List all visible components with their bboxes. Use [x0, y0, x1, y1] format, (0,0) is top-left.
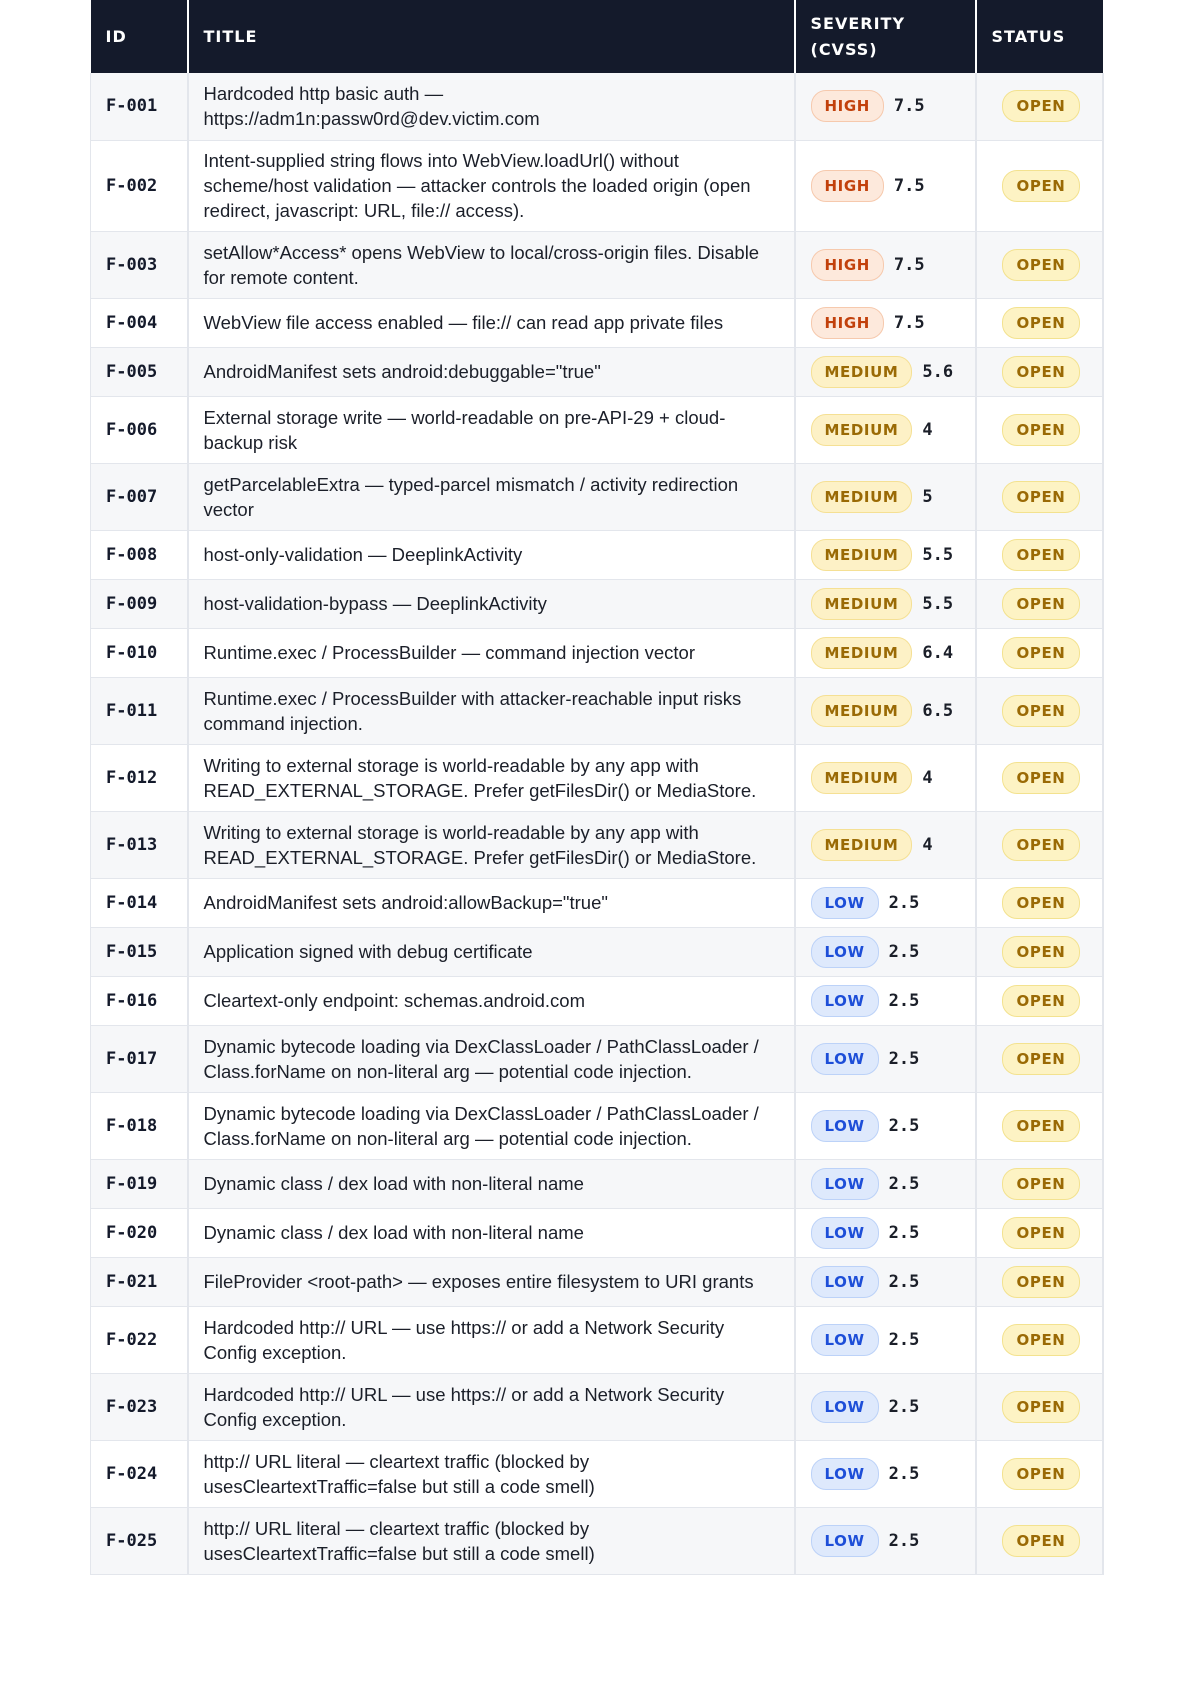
- table-row: [91, 73, 1103, 140]
- finding-status: [976, 73, 1103, 140]
- finding-id: F-002: [91, 140, 188, 231]
- severity-badge: MEDIUM: [811, 539, 913, 571]
- table-row: [91, 1440, 1103, 1507]
- status-badge: OPEN: [1002, 637, 1081, 669]
- severity-badge: MEDIUM: [811, 762, 913, 794]
- cvss-score: 7.5: [893, 312, 925, 333]
- status-badge: OPEN: [1002, 170, 1081, 202]
- column-header-title: TITLE: [188, 0, 795, 73]
- table-row: [91, 744, 1103, 811]
- cvss-score: 4: [922, 419, 933, 440]
- table-row: [91, 1373, 1103, 1440]
- finding-status: [976, 530, 1103, 579]
- finding-title: Runtime.exec / ProcessBuilder — command injection vector: [188, 628, 795, 677]
- finding-status: [976, 579, 1103, 628]
- severity-badge: HIGH: [811, 249, 884, 281]
- finding-id: F-010: [91, 628, 188, 677]
- finding-id: F-025: [91, 1507, 188, 1574]
- finding-status: [976, 878, 1103, 927]
- finding-status: [976, 628, 1103, 677]
- severity-badge: MEDIUM: [811, 829, 913, 861]
- cvss-score: 2.5: [888, 1271, 920, 1292]
- table-row: [91, 579, 1103, 628]
- table-row: [91, 628, 1103, 677]
- cvss-score: 5.6: [922, 361, 954, 382]
- finding-severity: [795, 976, 976, 1025]
- finding-id: F-004: [91, 298, 188, 347]
- severity-badge: MEDIUM: [811, 481, 913, 513]
- finding-id: F-007: [91, 463, 188, 530]
- finding-title: Runtime.exec / ProcessBuilder with attacker-reachable input risks command injection.: [188, 677, 795, 744]
- finding-status: [976, 347, 1103, 396]
- finding-status: [976, 396, 1103, 463]
- finding-severity: [795, 1092, 976, 1159]
- cvss-score: 2.5: [888, 1530, 920, 1551]
- finding-status: [976, 140, 1103, 231]
- severity-badge: LOW: [811, 1458, 879, 1490]
- status-badge: OPEN: [1002, 1525, 1081, 1557]
- finding-title: Application signed with debug certificate: [188, 927, 795, 976]
- finding-severity: [795, 1440, 976, 1507]
- finding-severity: [795, 1373, 976, 1440]
- finding-id: F-019: [91, 1159, 188, 1208]
- table-row: [91, 878, 1103, 927]
- finding-status: [976, 231, 1103, 298]
- status-badge: OPEN: [1002, 695, 1081, 727]
- finding-severity: [795, 579, 976, 628]
- finding-severity: [795, 396, 976, 463]
- cvss-score: 2.5: [888, 1222, 920, 1243]
- cvss-score: 2.5: [888, 1115, 920, 1136]
- table-row: [91, 1507, 1103, 1574]
- status-badge: OPEN: [1002, 90, 1081, 122]
- table-row: [91, 1092, 1103, 1159]
- severity-badge: LOW: [811, 1217, 879, 1249]
- status-badge: OPEN: [1002, 829, 1081, 861]
- severity-badge: HIGH: [811, 170, 884, 202]
- finding-id: F-013: [91, 811, 188, 878]
- finding-status: [976, 1306, 1103, 1373]
- table-header: [91, 0, 1103, 73]
- finding-title: Dynamic bytecode loading via DexClassLoader / PathClassLoader / Class.forName on non-literal arg — potential code injection.: [188, 1092, 795, 1159]
- status-badge: OPEN: [1002, 1110, 1081, 1142]
- finding-title: AndroidManifest sets android:allowBackup="true": [188, 878, 795, 927]
- finding-id: F-016: [91, 976, 188, 1025]
- finding-status: [976, 1257, 1103, 1306]
- cvss-score: 7.5: [893, 254, 925, 275]
- table-body: [91, 73, 1103, 1574]
- status-badge: OPEN: [1002, 762, 1081, 794]
- finding-title: Hardcoded http:// URL — use https:// or add a Network Security Config exception.: [188, 1306, 795, 1373]
- severity-badge: MEDIUM: [811, 588, 913, 620]
- finding-id: F-020: [91, 1208, 188, 1257]
- finding-id: F-005: [91, 347, 188, 396]
- status-badge: OPEN: [1002, 1168, 1081, 1200]
- severity-badge: MEDIUM: [811, 695, 913, 727]
- finding-severity: [795, 744, 976, 811]
- table-row: [91, 1159, 1103, 1208]
- finding-severity: [795, 140, 976, 231]
- cvss-score: 7.5: [893, 96, 925, 117]
- finding-title: http:// URL literal — cleartext traffic (blocked by usesCleartextTraffic=false but still a code smell): [188, 1440, 795, 1507]
- status-badge: OPEN: [1002, 1266, 1081, 1298]
- severity-badge: LOW: [811, 1110, 879, 1142]
- status-badge: OPEN: [1002, 887, 1081, 919]
- finding-severity: [795, 73, 976, 140]
- finding-status: [976, 463, 1103, 530]
- severity-badge: LOW: [811, 1168, 879, 1200]
- finding-severity: [795, 677, 976, 744]
- cvss-score: 5.5: [922, 544, 954, 565]
- finding-severity: [795, 1507, 976, 1574]
- finding-severity: [795, 1025, 976, 1092]
- finding-title: Cleartext-only endpoint: schemas.android.com: [188, 976, 795, 1025]
- table-row: [91, 811, 1103, 878]
- cvss-score: 7.5: [893, 175, 925, 196]
- finding-title: http:// URL literal — cleartext traffic (blocked by usesCleartextTraffic=false but still a code smell): [188, 1507, 795, 1574]
- finding-title: Intent-supplied string flows into WebView.loadUrl() without scheme/host validation — attacker controls the loaded origin (open redirect, javascript: URL, file:// access).: [188, 140, 795, 231]
- finding-id: F-001: [91, 73, 188, 140]
- finding-status: [976, 811, 1103, 878]
- finding-severity: [795, 878, 976, 927]
- finding-title: Dynamic bytecode loading via DexClassLoader / PathClassLoader / Class.forName on non-literal arg — potential code injection.: [188, 1025, 795, 1092]
- finding-severity: [795, 1306, 976, 1373]
- finding-status: [976, 1440, 1103, 1507]
- finding-id: F-012: [91, 744, 188, 811]
- finding-severity: [795, 811, 976, 878]
- table-row: [91, 927, 1103, 976]
- finding-id: F-014: [91, 878, 188, 927]
- finding-status: [976, 298, 1103, 347]
- finding-title: Hardcoded http:// URL — use https:// or add a Network Security Config exception.: [188, 1373, 795, 1440]
- finding-severity: [795, 628, 976, 677]
- finding-status: [976, 1507, 1103, 1574]
- table-row: [91, 1025, 1103, 1092]
- table-row: [91, 396, 1103, 463]
- finding-title: Writing to external storage is world-readable by any app with READ_EXTERNAL_STORAGE. Prefer getFilesDir() or MediaStore.: [188, 811, 795, 878]
- cvss-score: 2.5: [888, 892, 920, 913]
- status-badge: OPEN: [1002, 1458, 1081, 1490]
- severity-badge: LOW: [811, 1324, 879, 1356]
- severity-badge: LOW: [811, 936, 879, 968]
- severity-badge: HIGH: [811, 90, 884, 122]
- severity-badge: MEDIUM: [811, 356, 913, 388]
- finding-id: F-021: [91, 1257, 188, 1306]
- severity-badge: MEDIUM: [811, 414, 913, 446]
- finding-status: [976, 1025, 1103, 1092]
- finding-title: Dynamic class / dex load with non-literal name: [188, 1208, 795, 1257]
- severity-badge: LOW: [811, 1525, 879, 1557]
- status-badge: OPEN: [1002, 249, 1081, 281]
- severity-badge: LOW: [811, 1391, 879, 1423]
- finding-title: setAllow*Access* opens WebView to local/cross-origin files. Disable for remote content.: [188, 231, 795, 298]
- finding-title: FileProvider <root-path> — exposes entire filesystem to URI grants: [188, 1257, 795, 1306]
- status-badge: OPEN: [1002, 356, 1081, 388]
- finding-title: Hardcoded http basic auth — https://adm1n:passw0rd@dev.victim.com: [188, 73, 795, 140]
- cvss-score: 6.4: [922, 642, 954, 663]
- finding-status: [976, 1373, 1103, 1440]
- finding-severity: [795, 530, 976, 579]
- findings-table: [90, 0, 1104, 1575]
- severity-badge: LOW: [811, 1043, 879, 1075]
- finding-id: F-017: [91, 1025, 188, 1092]
- finding-id: F-008: [91, 530, 188, 579]
- cvss-score: 2.5: [888, 1463, 920, 1484]
- severity-badge: LOW: [811, 887, 879, 919]
- cvss-score: 2.5: [888, 1329, 920, 1350]
- finding-id: F-011: [91, 677, 188, 744]
- column-header-status: STATUS: [976, 0, 1103, 73]
- finding-severity: [795, 298, 976, 347]
- status-badge: OPEN: [1002, 1391, 1081, 1423]
- table-row: [91, 231, 1103, 298]
- finding-status: [976, 1092, 1103, 1159]
- table-row: [91, 677, 1103, 744]
- status-badge: OPEN: [1002, 1217, 1081, 1249]
- finding-severity: [795, 1208, 976, 1257]
- table-row: [91, 140, 1103, 231]
- finding-id: F-006: [91, 396, 188, 463]
- cvss-score: 6.5: [922, 700, 954, 721]
- severity-badge: LOW: [811, 985, 879, 1017]
- table-row: [91, 1208, 1103, 1257]
- cvss-score: 2.5: [888, 1396, 920, 1417]
- finding-id: F-022: [91, 1306, 188, 1373]
- finding-status: [976, 976, 1103, 1025]
- status-badge: OPEN: [1002, 588, 1081, 620]
- status-badge: OPEN: [1002, 1324, 1081, 1356]
- severity-badge: HIGH: [811, 307, 884, 339]
- table-row: [91, 298, 1103, 347]
- finding-id: F-003: [91, 231, 188, 298]
- cvss-score: 4: [922, 767, 933, 788]
- finding-status: [976, 677, 1103, 744]
- severity-badge: LOW: [811, 1266, 879, 1298]
- cvss-score: 4: [922, 834, 933, 855]
- table-row: [91, 976, 1103, 1025]
- cvss-score: 2.5: [888, 990, 920, 1011]
- finding-status: [976, 1159, 1103, 1208]
- column-header-id: ID: [91, 0, 188, 73]
- cvss-score: 2.5: [888, 941, 920, 962]
- finding-severity: [795, 1257, 976, 1306]
- finding-title: Writing to external storage is world-readable by any app with READ_EXTERNAL_STORAGE. Prefer getFilesDir() or MediaStore.: [188, 744, 795, 811]
- finding-status: [976, 1208, 1103, 1257]
- finding-title: getParcelableExtra — typed-parcel mismatch / activity redirection vector: [188, 463, 795, 530]
- cvss-score: 2.5: [888, 1173, 920, 1194]
- finding-id: F-009: [91, 579, 188, 628]
- finding-id: F-023: [91, 1373, 188, 1440]
- table-row: [91, 1257, 1103, 1306]
- finding-title: host-validation-bypass — DeeplinkActivity: [188, 579, 795, 628]
- status-badge: OPEN: [1002, 985, 1081, 1017]
- finding-severity: [795, 1159, 976, 1208]
- finding-title: External storage write — world-readable on pre-API-29 + cloud-backup risk: [188, 396, 795, 463]
- status-badge: OPEN: [1002, 481, 1081, 513]
- column-header-severity: SEVERITY (CVSS): [795, 0, 976, 73]
- finding-title: host-only-validation — DeeplinkActivity: [188, 530, 795, 579]
- cvss-score: 5.5: [922, 593, 954, 614]
- severity-badge: MEDIUM: [811, 637, 913, 669]
- table-row: [91, 347, 1103, 396]
- finding-severity: [795, 347, 976, 396]
- cvss-score: 2.5: [888, 1048, 920, 1069]
- status-badge: OPEN: [1002, 539, 1081, 571]
- status-badge: OPEN: [1002, 307, 1081, 339]
- finding-severity: [795, 927, 976, 976]
- table-row: [91, 1306, 1103, 1373]
- finding-title: AndroidManifest sets android:debuggable="true": [188, 347, 795, 396]
- finding-id: F-018: [91, 1092, 188, 1159]
- finding-id: F-024: [91, 1440, 188, 1507]
- status-badge: OPEN: [1002, 1043, 1081, 1075]
- finding-title: Dynamic class / dex load with non-literal name: [188, 1159, 795, 1208]
- finding-severity: [795, 463, 976, 530]
- finding-status: [976, 744, 1103, 811]
- finding-title: WebView file access enabled — file:// can read app private files: [188, 298, 795, 347]
- status-badge: OPEN: [1002, 936, 1081, 968]
- finding-status: [976, 927, 1103, 976]
- table-row: [91, 530, 1103, 579]
- table-row: [91, 463, 1103, 530]
- status-badge: OPEN: [1002, 414, 1081, 446]
- finding-id: F-015: [91, 927, 188, 976]
- cvss-score: 5: [922, 486, 933, 507]
- finding-severity: [795, 231, 976, 298]
